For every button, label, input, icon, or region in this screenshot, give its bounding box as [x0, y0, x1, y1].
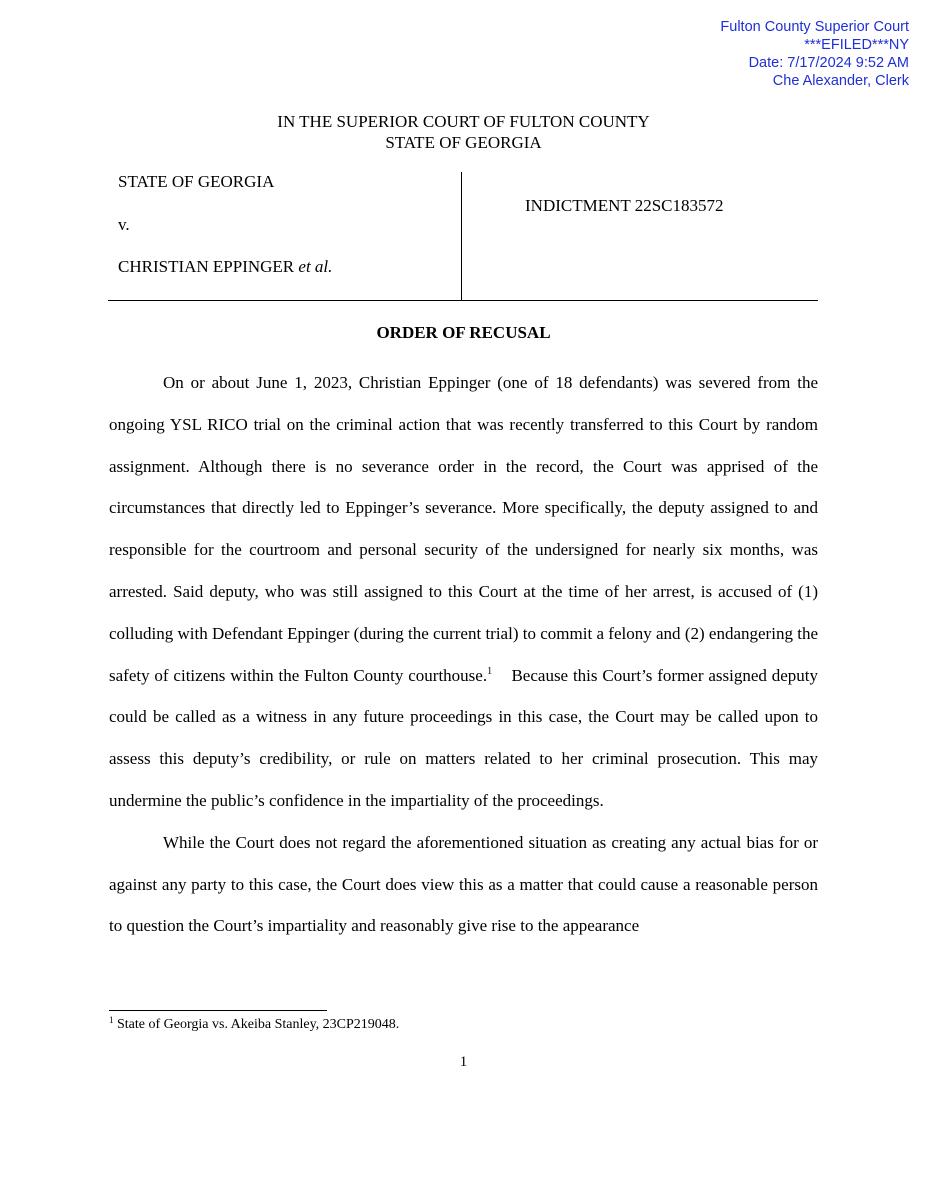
footnote	[109, 1017, 399, 1033]
caption-indictment: INDICTMENT 22SC183572	[525, 196, 724, 215]
footnote-reference: 1	[487, 665, 493, 677]
stamp-efiled: ***EFILED***NY	[804, 37, 909, 53]
caption-versus: v.	[118, 215, 130, 234]
efiling-stamp	[720, 18, 909, 90]
caption-plaintiff: STATE OF GEORGIA	[118, 172, 275, 191]
paragraph-1	[109, 362, 818, 822]
court-name: IN THE SUPERIOR COURT OF FULTON COUNTY	[277, 112, 650, 131]
footnote-mark: 1	[109, 1015, 114, 1025]
caption-defendant-suffix: et al.	[298, 257, 333, 276]
caption-defendant: CHRISTIAN EPPINGER	[118, 257, 295, 276]
case-caption	[108, 172, 818, 301]
order-title: ORDER OF RECUSAL	[376, 323, 551, 342]
court-header	[0, 111, 927, 153]
court-state: STATE OF GEORGIA	[385, 133, 542, 152]
caption-defendant-line	[118, 257, 332, 277]
footnote-text: State of Georgia vs. Akeiba Stanley, 23CP219048.	[117, 1017, 400, 1032]
caption-divider	[461, 172, 462, 300]
page-number: 1	[459, 1054, 468, 1070]
paragraph-1-part-1: On or about June 1, 2023, Christian Eppinger (one of 18 defendants) was severed from the ongoing YSL RICO trial on the criminal action that was recently transferred to this Court by random assignment. Although there is no severance order in the record, the Court was apprised of the circumstances that directly led to Eppinger’s severance. More specifically, the deputy assigned to and responsible for the courtroom and personal security of the undersigned for nearly six months, was arrested. Said deputy, who was still assigned to this Court at the time of her arrest, is accused of (1) colluding with Defendant Eppinger (during the current trial) to commit a felony and (2) endangering the safety of citizens within the Fulton County courthouse.	[109, 373, 818, 685]
order-body	[109, 362, 818, 947]
stamp-court: Fulton County Superior Court	[720, 19, 909, 35]
paragraph-1-part-2: Because this Court’s former assigned deputy could be called as a witness in any future proceedings in this case, the Court may be called upon to assess this deputy’s credibility, or rule on matters related to her criminal prosecution. This may undermine the public’s confidence in the impartiality of the proceedings.	[109, 665, 819, 810]
paragraph-2: While the Court does not regard the aforementioned situation as creating any actual bias for or against any party to this case, the Court does view this as a matter that could cause a reasonable person to question the Court’s impartiality and reasonably give rise to the appearance	[109, 832, 818, 936]
stamp-clerk: Che Alexander, Clerk	[772, 73, 909, 89]
stamp-date: Date: 7/17/2024 9:52 AM	[748, 55, 909, 71]
footnote-separator	[109, 1010, 327, 1011]
